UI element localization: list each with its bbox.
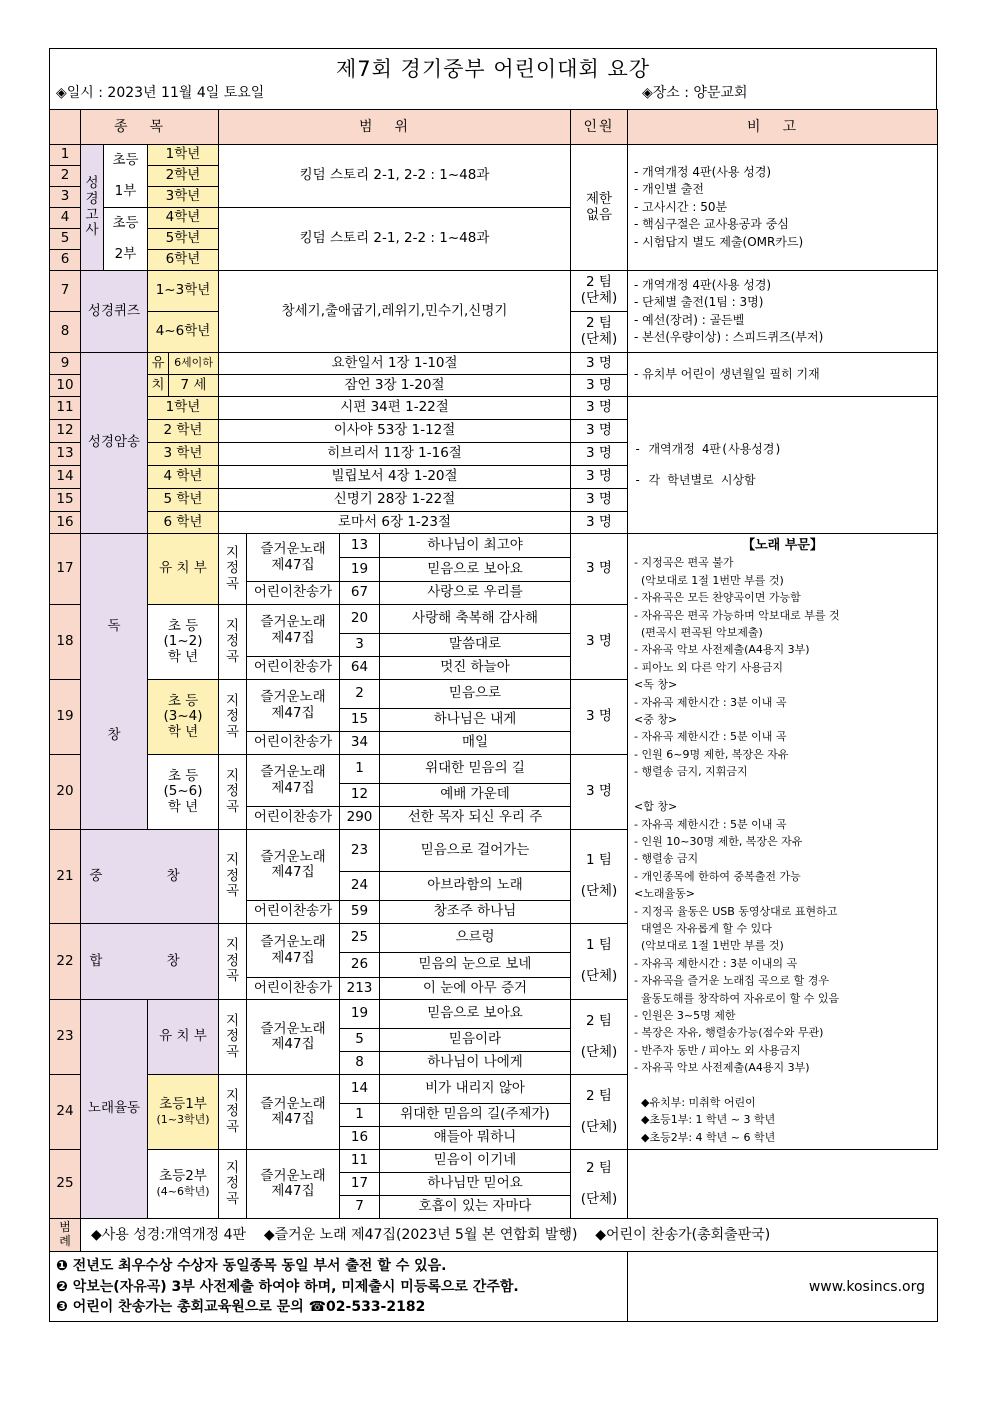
table-row: 23 노래율동 유 치 부 지 정 곡 즐거운노래 제47집 19 믿음으로 보아요 2 팀 (단체) (50, 1000, 938, 1029)
song-note-line: <합 창> (634, 800, 678, 814)
song-number: 290 (340, 807, 380, 830)
song-number: 25 (340, 924, 380, 953)
legend-row (50, 1219, 938, 1252)
book1-label: 즐거운노래 제47집 (247, 534, 340, 582)
song-number: 8 (340, 1052, 380, 1075)
song-note-line: 【노래 부문】 (742, 538, 823, 553)
memo-kinder-6: 유 6세이하 (148, 353, 219, 375)
designated-label: 지 정 곡 (219, 534, 247, 605)
solo-grade: 초 등 (5~6) 학 년 (148, 755, 219, 830)
grade-cell: 3학년 (148, 187, 219, 208)
memo-scope: 이사야 53장 1-12절 (219, 420, 571, 443)
memo-category: 성경암송 (81, 353, 148, 534)
song-title: 멋진 하늘아 (380, 657, 571, 680)
song-note-line: - 지정곡은 편곡 불가 (634, 556, 734, 570)
grade-cell: 2 학년 (148, 420, 219, 443)
table-row: 14 4 학년 빌립보서 4장 1-20절 3 명 (50, 466, 938, 489)
song-title: 아브라함의 노래 (380, 872, 571, 901)
memo-people: 3 명 (571, 353, 628, 375)
song-title: 위대한 믿음의 길 (380, 755, 571, 784)
event-date: ◈일시 : 2023년 11월 4일 토요일 (56, 85, 265, 101)
solo-people: 3 명 (571, 605, 628, 680)
song-number: 26 (340, 953, 380, 978)
song-title: 이 눈에 아무 증거 (380, 978, 571, 1000)
song-note-line: - 개인종목에 한하여 중복출전 가능 (634, 869, 801, 883)
grade-cell: 6학년 (148, 250, 219, 271)
table-row: 11 1학년 시편 34편 1-22절 3 명 - 개역개정 4판(사용성경) - 각 학년별로 시상함 (50, 397, 938, 420)
table-row: 12 2 학년 이사야 53장 1-12절 3 명 (50, 420, 938, 443)
song-title: 예배 가운데 (380, 784, 571, 807)
song-note-line: - 행렬송 금지, 지휘금지 (634, 765, 748, 779)
song-note-line: - 행렬송 금지 (634, 852, 699, 866)
table-row: 어린이찬송가 64 멋진 하늘아 (50, 657, 938, 680)
song-number: 67 (340, 582, 380, 605)
memo-people: 3 명 (571, 489, 628, 512)
song-number: 12 (340, 784, 380, 807)
song-number: 19 (340, 1000, 380, 1029)
song-title: 하나님이 최고야 (380, 534, 571, 558)
song-title: 비가 내리지 않아 (380, 1075, 571, 1104)
song-title: 하나님만 믿어요 (380, 1173, 571, 1196)
song-title: 하나님이 나에게 (380, 1052, 571, 1075)
solo-people: 3 명 (571, 755, 628, 830)
exam-notes: - 개역개정 4판(사용 성경) - 개인별 출전 - 고사시간 : 50분 - 핵심구절은 교사용공과 중심 - 시험답지 별도 제출(OMR카드) (628, 145, 938, 271)
song-note-line: - 자유곡 악보 사전제출(A4용지 3부) (634, 643, 810, 657)
song-title: 창조주 하나님 (380, 901, 571, 924)
song-number: 13 (340, 534, 380, 558)
dance-grade: 초등1부 (1~3학년) (148, 1075, 219, 1150)
table-row: 24 초등1부 (1~3학년) 지 정 곡 즐거운노래 제47집 14 비가 내리지 않아 2 팀 (단체) (50, 1075, 938, 1104)
song-number: 1 (340, 1104, 380, 1127)
exam-category: 성 경 고 사 (81, 145, 104, 271)
table-row: 3 3학년 (50, 187, 938, 208)
table-row: 9 성경암송 유 6세이하 요한일서 1장 1-10절 3 명 - 유치부 어린이 생년월일 필히 기재 (50, 353, 938, 375)
song-note-line: (악보대로 1절 1번만 부를 것) (634, 573, 784, 587)
document-header (49, 48, 937, 109)
quiz-grade2: 4~6학년 (148, 312, 219, 353)
document (49, 48, 937, 1322)
header-corner (50, 110, 81, 145)
table-row: 4 초등 2부 4학년 킹덤 스토리 2-1, 2-2 : 1~48과 (50, 208, 938, 229)
song-note-line: - 인원은 3~5명 제한 (634, 1008, 736, 1022)
document-title: 제7회 경기중부 어린이대회 요강 (335, 57, 651, 81)
grade-cell: 5학년 (148, 229, 219, 250)
song-number: 11 (340, 1150, 380, 1173)
song-number: 15 (340, 709, 380, 732)
song-number: 23 (340, 830, 380, 872)
table-row: 16 6 학년 로마서 6장 1-23절 3 명 (50, 512, 938, 534)
table-row: 17 독 창 유 치 부 지 정 곡 즐거운노래 제47집 13 하나님이 최고야 3 명 【노래 부문】 - 지정곡은 편곡 불가 (악보대로 1절 1번만 부를 것) - 자유곡은 모든 찬양곡이면 가능함 - 자유곡은 편곡 가능하며 악보대로 부를 것 (편곡시 편곡된 악보제출) - 자유곡 악보 사전제출(A4용지 3부) - 피아노 외 다른 악기 사용금지 <독 창> - 자유곡 제한시간 : 3분 이내 곡 <중 창> - 자유곡 제한시간 : 5분 이내 곡 - 인원 6~9명 제한, 복장은 자유 - 행렬송 금지, 지휘금지 <합 창> - 자유곡 제한시간 : 5분 이내 곡 - 인원 10~30명 제한, 복장은 자유 - 행렬송 금지 - 개인종목에 한하여 중복출전 가능 <노래율동> - 지정곡 율동은 USB 동영상대로 표현하고 대열은 자유롭게 할 수 있다 (악보대로 1절 1번만 부를 것) - 자유곡 제한시간 : 3분 이내의 곡 - 자유곡을 즐거운 노래집 곡으로 할 경우 율동도해를 창작하여 자유로이 할 수 있음 - 인원은 3~5명 제한 - 복장은 자유, 행렬송가능(점수와 무관) - 반주자 동반 / 피아노 외 사용금지 - 자유곡 악보 사전제출(A4용지 3부) ◆유치부: 미취학 어린이 ◆초등1부: 1 학년 ~ 3 학년 ◆초등2부: 4 학년 ~ 6 학년 (50, 534, 938, 558)
event-table (49, 109, 938, 1322)
song-note-line: ◆초등1부: 1 학년 ~ 3 학년 (634, 1113, 776, 1127)
solo-people: 3 명 (571, 534, 628, 605)
header-remarks: 비고 (628, 110, 938, 145)
song-number: 17 (340, 1173, 380, 1196)
memo-people: 3 명 (571, 512, 628, 534)
table-row: 10 치 7 세 잠언 3장 1-20절 3 명 (50, 375, 938, 397)
table-header (50, 110, 938, 145)
solo-people: 3 명 (571, 680, 628, 755)
song-number: 34 (340, 732, 380, 755)
song-number: 16 (340, 1127, 380, 1150)
quiz-notes: - 개역개정 4판(사용 성경) - 단체별 출전(1팀 : 3명) - 예선(장려) : 골든벨 - 본선(우량이상) : 스피드퀴즈(부저) (628, 271, 938, 353)
quiz-people2: 2 팀 (단체) (571, 312, 628, 353)
table-row: 25 초등2부 (4~6학년) 지 정 곡 즐거운노래 제47집 11 믿음이 이기네 2 팀 (단체) (50, 1150, 938, 1173)
song-number: 5 (340, 1029, 380, 1052)
table-row: 19 초 등 (3~4) 학 년 지 정 곡 즐거운노래 제47집 2 믿음으로 3 명 (50, 680, 938, 709)
table-row: 2 2학년 (50, 166, 938, 187)
song-number: 24 (340, 872, 380, 901)
memo-people: 3 명 (571, 443, 628, 466)
song-number: 64 (340, 657, 380, 680)
table-row: 8 4~6학년 2 팀 (단체) (50, 312, 938, 353)
table-row: 15 5 학년 신명기 28장 1-22절 3 명 (50, 489, 938, 512)
dance-category: 노래율동 (81, 1000, 148, 1219)
header-people: 인원 (571, 110, 628, 145)
grade-cell: 5 학년 (148, 489, 219, 512)
exam-div1: 초등 1부 (104, 145, 148, 208)
song-note-line: - 자유곡은 편곡 가능하며 악보대로 부를 것 (634, 608, 840, 622)
footer-rules: ❶ 전년도 최우수상 수상자 동일종목 동일 부서 출전 할 수 있음. ❷ 악보는(자유곡) 3부 사전제출 하여야 하며, 미제출시 미등록으로 간주함. ❸ 어린이 찬송가는 총회교육원으로 문의 ☎02-533-2182 (50, 1252, 628, 1322)
memo-scope: 시편 34편 1-22절 (219, 397, 571, 420)
quiz-people1: 2 팀 (단체) (571, 271, 628, 312)
choir-people: 1 팀 (단체) (571, 924, 628, 1000)
song-title: 사랑으로 우리를 (380, 582, 571, 605)
exam-scope2: 킹덤 스토리 2-1, 2-2 : 1~48과 (219, 208, 571, 271)
memo-scope: 잠언 3장 1-20절 (219, 375, 571, 397)
song-number: 14 (340, 1075, 380, 1104)
table-row: 13 3 학년 히브리서 11장 1-16절 3 명 (50, 443, 938, 466)
legend-label: 범 례 (50, 1219, 81, 1252)
song-number: 7 (340, 1196, 380, 1219)
song-note-line: (악보대로 1절 1번만 부를 것) (634, 939, 784, 953)
song-title: 믿음으로 (380, 680, 571, 709)
memo-scope: 빌립보서 4장 1-20절 (219, 466, 571, 489)
song-note-line: 율동도해를 창작하여 자유로이 할 수 있음 (634, 991, 840, 1005)
website-link[interactable]: www.kosincs.org (628, 1252, 938, 1322)
duet-people: 1 팀 (단체) (571, 830, 628, 924)
grade-cell: 3 학년 (148, 443, 219, 466)
grade-cell: 1학년 (148, 145, 219, 166)
grade-cell: 4학년 (148, 208, 219, 229)
song-note-line: - 자유곡 악보 사전제출(A4용지 3부) (634, 1061, 810, 1075)
solo-grade: 유 치 부 (148, 534, 219, 605)
song-note-line: - 지정곡 율동은 USB 동영상대로 표현하고 (634, 904, 838, 918)
song-note-line: - 피아노 외 다른 악기 사용금지 (634, 660, 783, 674)
book2-label: 어린이찬송가 (247, 582, 340, 605)
dance-people: 2 팀 (단체) (571, 1075, 628, 1150)
song-note-line: - 자유곡 제한시간 : 5분 이내 곡 (634, 730, 787, 744)
song-title: 으르렁 (380, 924, 571, 953)
memo-scope: 로마서 6장 1-23절 (219, 512, 571, 534)
table-row: 21 중 창 지 정 곡 즐거운노래 제47집 23 믿음으로 걸어가는 1 팀 (단체) (50, 830, 938, 872)
song-note-line: <중 창> (634, 713, 678, 727)
table-row: 7 성경퀴즈 1~3학년 창세기,출애굽기,레위기,민수기,신명기 2 팀 (단체) - 개역개정 4판(사용 성경) - 단체별 출전(1팀 : 3명) - 예선(장려) : 골든벨 - 본선(우량이상) : 스피드퀴즈(부저) (50, 271, 938, 312)
song-title: 얘들아 뭐하니 (380, 1127, 571, 1150)
quiz-category: 성경퀴즈 (81, 271, 148, 353)
row-number: 1 (50, 145, 81, 166)
memo-people: 3 명 (571, 397, 628, 420)
song-note-line: - 자유곡 제한시간 : 5분 이내 곡 (634, 817, 787, 831)
song-note-line: (편곡시 편곡된 악보제출) (634, 626, 763, 640)
song-note-line: - 복장은 자유, 행렬송가능(점수와 무관) (634, 1026, 824, 1040)
solo-category: 독 창 (81, 534, 148, 830)
song-title: 호흡이 있는 자마다 (380, 1196, 571, 1219)
table-row: 어린이찬송가 290 선한 목자 되신 우리 주 (50, 807, 938, 830)
table-row: 어린이찬송가 34 매일 (50, 732, 938, 755)
table-row: 어린이찬송가 213 이 눈에 아무 증거 (50, 978, 938, 1000)
table-row: 22 합 창 지 정 곡 즐거운노래 제47집 25 으르렁 1 팀 (단체) (50, 924, 938, 953)
grade-cell: 6 학년 (148, 512, 219, 534)
song-title: 매일 (380, 732, 571, 755)
table-row: 6 6학년 (50, 250, 938, 271)
dance-grade: 초등2부 (4~6학년) (148, 1150, 219, 1219)
grade-cell: 1학년 (148, 397, 219, 420)
memo-people: 3 명 (571, 466, 628, 489)
song-title: 하나님은 내게 (380, 709, 571, 732)
song-title: 믿음으로 보아요 (380, 1000, 571, 1029)
song-note-line: ◆초등2부: 4 학년 ~ 6 학년 (634, 1130, 776, 1144)
song-title: 말씀대로 (380, 634, 571, 657)
table-row: 5 5학년 (50, 229, 938, 250)
song-note-line (634, 1077, 931, 1094)
exam-people: 제한 없음 (571, 145, 628, 271)
song-note-line: ◆유치부: 미취학 어린이 (634, 1096, 756, 1109)
song-title: 믿음이 이기네 (380, 1150, 571, 1173)
dance-grade: 유 치 부 (148, 1000, 219, 1075)
memo-kinder-7: 치 7 세 (148, 375, 219, 397)
song-number: 3 (340, 634, 380, 657)
table-row: 어린이찬송가 59 창조주 하나님 (50, 901, 938, 924)
song-note-line (634, 781, 931, 798)
song-title: 선한 목자 되신 우리 주 (380, 807, 571, 830)
song-note-line: - 자유곡은 모든 찬양곡이면 가능함 (634, 591, 801, 605)
song-number: 213 (340, 978, 380, 1000)
header-event: 종목 (81, 110, 219, 145)
song-title: 믿음으로 걸어가는 (380, 830, 571, 872)
memo-kinder-note: - 유치부 어린이 생년월일 필히 기재 (628, 353, 938, 397)
song-title: 사랑해 축복해 감사해 (380, 605, 571, 634)
grade-cell: 2학년 (148, 166, 219, 187)
song-number: 59 (340, 901, 380, 924)
song-number: 19 (340, 558, 380, 582)
footer-row (50, 1252, 938, 1322)
song-note-line: - 인원 6~9명 제한, 복장은 자유 (634, 747, 789, 761)
dance-people: 2 팀 (단체) (571, 1000, 628, 1075)
song-note-line: - 반주자 동반 / 피아노 외 사용금지 (634, 1043, 801, 1057)
song-note-line: - 자유곡 제한시간 : 3분 이내의 곡 (634, 956, 798, 970)
memo-people: 3 명 (571, 420, 628, 443)
memo-scope: 요한일서 1장 1-10절 (219, 353, 571, 375)
event-place: ◈장소 : 양문교회 (642, 85, 748, 101)
quiz-grade1: 1~3학년 (148, 271, 219, 312)
song-notes (628, 534, 938, 1150)
choir-category: 합 창 (81, 924, 219, 1000)
memo-scope: 히브리서 11장 1-16절 (219, 443, 571, 466)
song-note-line: <노래율동> (634, 887, 695, 901)
song-note-line: - 인원 10~30명 제한, 복장은 자유 (634, 834, 803, 848)
song-note-line: - 자유곡 제한시간 : 3분 이내 곡 (634, 695, 787, 709)
memo-notes: - 개역개정 4판(사용성경) - 각 학년별로 시상함 (628, 397, 938, 534)
song-title: 믿음이라 (380, 1029, 571, 1052)
song-title: 믿음으로 보아요 (380, 558, 571, 582)
table-row: 18 초 등 (1~2) 학 년 지 정 곡 즐거운노래 제47집 20 사랑해 축복해 감사해 3 명 (50, 605, 938, 634)
memo-people: 3 명 (571, 375, 628, 397)
quiz-scope: 창세기,출애굽기,레위기,민수기,신명기 (219, 271, 571, 353)
song-title: 믿음의 눈으로 보네 (380, 953, 571, 978)
exam-div2: 초등 2부 (104, 208, 148, 271)
song-number: 1 (340, 755, 380, 784)
song-number: 20 (340, 605, 380, 634)
song-title: 위대한 믿음의 길(주제가) (380, 1104, 571, 1127)
table-row (50, 145, 938, 166)
song-note-line: - 자유곡을 즐거운 노래집 곡으로 할 경우 (634, 974, 829, 988)
solo-grade: 초 등 (1~2) 학 년 (148, 605, 219, 680)
table-row: 20 초 등 (5~6) 학 년 지 정 곡 즐거운노래 제47집 1 위대한 믿음의 길 3 명 (50, 755, 938, 784)
solo-grade: 초 등 (3~4) 학 년 (148, 680, 219, 755)
song-note-line: 대열은 자유롭게 할 수 있다 (634, 921, 772, 935)
duet-category: 중 창 (81, 830, 219, 924)
grade-cell: 4 학년 (148, 466, 219, 489)
song-note-line: <독 창> (634, 678, 678, 692)
memo-scope: 신명기 28장 1-22절 (219, 489, 571, 512)
dance-people: 2 팀 (단체) (571, 1150, 628, 1219)
song-number: 2 (340, 680, 380, 709)
exam-scope1: 킹덤 스토리 2-1, 2-2 : 1~48과 (219, 145, 571, 208)
legend-items: ◆사용 성경:개역개정 4판 ◆즐거운 노래 제47집(2023년 5월 본 연합회 발행) ◆어린이 찬송가(총회출판국) (81, 1219, 938, 1252)
header-scope: 범위 (219, 110, 571, 145)
